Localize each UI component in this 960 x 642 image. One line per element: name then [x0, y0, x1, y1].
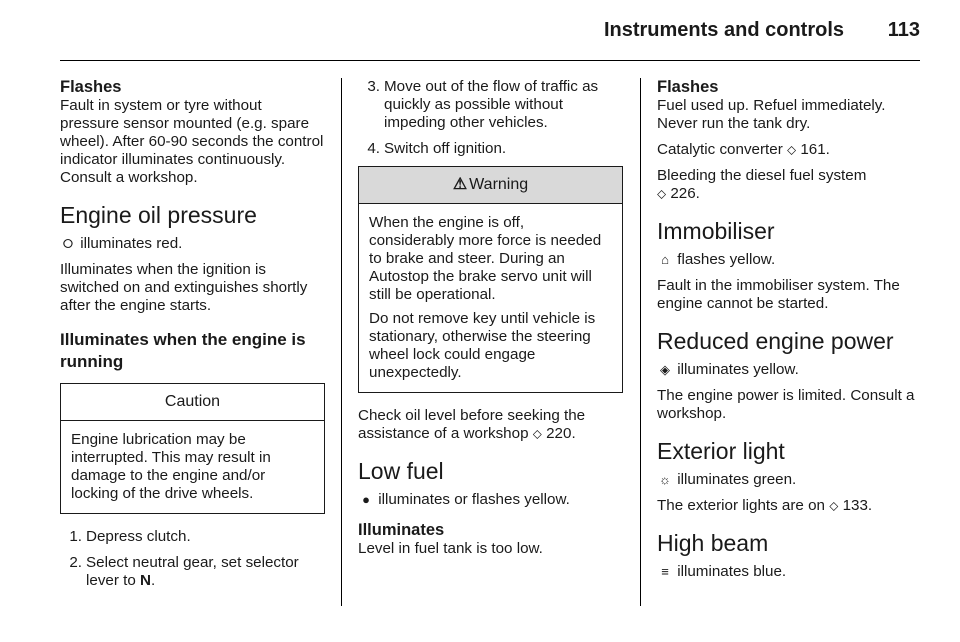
indicator-status: illuminates yellow.: [677, 361, 799, 378]
column-divider: [341, 78, 342, 606]
indicator-status: illuminates green.: [677, 471, 797, 488]
column-divider: [640, 78, 641, 606]
paragraph: Catalytic converter ⬦ 161.: [657, 141, 830, 158]
list-item: 3. Move out of the flow of traffic as quickly as possible without impeding other vehicles.: [367, 78, 599, 131]
paragraph: Level in fuel tank is too low.: [358, 540, 543, 557]
warning-header: [359, 167, 622, 204]
indicator-status: illuminates red.: [80, 235, 183, 252]
high-beam-icon: ≡: [661, 564, 669, 579]
section-title: Exterior light: [657, 438, 785, 464]
paragraph: Fault in system or tyre without pressure sensor mounted (e.g. spare wheel). After 60-90 seconds the control indicator illuminates continuously. Consult a workshop.: [60, 97, 324, 186]
oil-can-icon: ⭘: [62, 236, 74, 251]
indicator-line: [657, 251, 922, 269]
indicator-line: [60, 235, 325, 253]
fuel-indicator-icon: ●: [362, 492, 370, 507]
page-ref-icon: ⬦: [787, 142, 797, 157]
list-item: 4. Switch off ignition.: [367, 140, 507, 157]
page-header: [0, 19, 960, 49]
warning-box: [358, 166, 623, 393]
column-2: [358, 78, 623, 566]
column-3: [657, 78, 922, 589]
paragraph: Bleeding the diesel fuel system ⬦ 226.: [657, 167, 867, 202]
indicator-line: [657, 361, 922, 379]
caution-text: Engine lubrication may be interrupted. This may result in damage to the engine and/or locking of the drive wheels.: [71, 431, 271, 502]
section-title: Reduced engine power: [657, 328, 894, 354]
header-rule: [60, 60, 920, 61]
column-1: [60, 78, 325, 598]
steps-list: [358, 78, 623, 158]
page-number: 113: [887, 19, 920, 41]
steps-list: [60, 528, 325, 590]
page-reference: 133.: [842, 497, 873, 514]
indicator-line: [358, 491, 623, 509]
section-title: Immobiliser: [657, 218, 775, 244]
section-heading: Flashes: [60, 78, 122, 96]
indicator-line: [657, 563, 922, 581]
page-ref-icon: ⬦: [657, 186, 667, 201]
warning-title: Warning: [469, 176, 529, 193]
header-title: Instruments and controls: [603, 19, 844, 41]
paragraph: The engine power is limited. Consult a workshop.: [657, 387, 915, 422]
section-title: Low fuel: [358, 458, 444, 484]
paragraph: Fault in the immobiliser system. The engine cannot be started.: [657, 277, 900, 312]
page-ref-icon: ⬦: [829, 498, 839, 513]
indicator-status: illuminates or flashes yellow.: [378, 491, 570, 508]
paragraph: Check oil level before seeking the assistance of a workshop ⬦ 220.: [358, 407, 586, 442]
warning-text: When the engine is off, considerably more force is needed to brake and steer. During an Autostop the brake servo unit will still be operational.: [369, 214, 602, 303]
caution-title: Caution: [61, 384, 324, 421]
page-reference: 161.: [800, 141, 830, 158]
section-title: High beam: [657, 530, 769, 556]
page-reference: 220.: [546, 425, 576, 442]
warning-icon: ⚠: [452, 176, 468, 193]
warning-text: Do not remove key until vehicle is stationary, otherwise the steering wheel lock could engage unexpectedly.: [369, 310, 596, 381]
page-ref-icon: ⬦: [532, 426, 542, 441]
list-item: 1. Depress clutch.: [69, 528, 191, 545]
indicator-status: illuminates blue.: [677, 563, 787, 580]
immobiliser-icon: ⌂: [661, 252, 669, 267]
paragraph: Illuminates when the ignition is switched on and extinguishes shortly after the engine starts.: [60, 261, 308, 314]
list-item: 2. Select neutral gear, set selector lever to N.: [69, 554, 299, 589]
paragraph: The exterior lights are on ⬦ 133.: [657, 497, 873, 514]
section-heading: Flashes: [657, 78, 719, 96]
paragraph: Fuel used up. Refuel immediately. Never run the tank dry.: [657, 97, 886, 132]
indicator-line: [657, 471, 922, 489]
reduced-power-icon: ◈: [660, 362, 670, 377]
page-reference: 226.: [670, 185, 700, 202]
subsection-heading: Illuminates when the engine is running: [60, 330, 306, 371]
section-title: Engine oil pressure: [60, 202, 257, 228]
section-heading: Illuminates: [358, 521, 445, 539]
exterior-light-icon: ☼: [659, 472, 671, 487]
indicator-status: flashes yellow.: [677, 251, 776, 268]
caution-box: [60, 383, 325, 514]
